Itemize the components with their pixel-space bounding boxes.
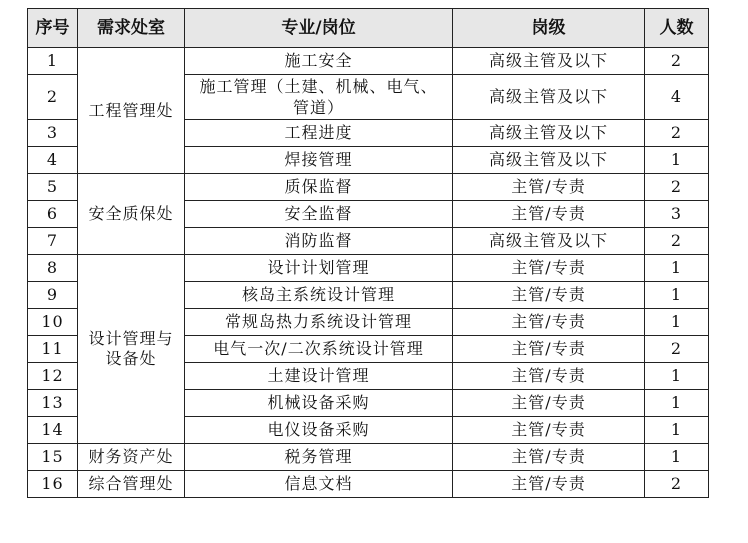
cell-position: 工程进度 [185,120,453,147]
table-row [28,255,709,282]
table-row [28,174,709,201]
cell-level: 主管/专责 [453,363,645,390]
cell-count: 2 [645,120,709,147]
cell-seq: 8 [28,255,78,282]
cell-level: 高级主管及以下 [453,147,645,174]
cell-count: 1 [645,363,709,390]
cell-seq: 4 [28,147,78,174]
cell-count: 1 [645,417,709,444]
cell-dept-line: 设计管理与 [88,329,174,348]
cell-seq: 11 [28,336,78,363]
cell-count: 1 [645,309,709,336]
recruitment-table [27,8,709,498]
cell-position: 机械设备采购 [185,390,453,417]
cell-seq: 9 [28,282,78,309]
cell-level: 主管/专责 [453,444,645,471]
cell-seq: 5 [28,174,78,201]
cell-position: 税务管理 [185,444,453,471]
cell-count: 1 [645,282,709,309]
cell-position [185,75,453,120]
cell-position: 设计计划管理 [185,255,453,282]
header-position: 专业/岗位 [185,9,453,48]
cell-count: 1 [645,255,709,282]
cell-position: 焊接管理 [185,147,453,174]
cell-position: 信息文档 [185,471,453,498]
cell-dept-general: 综合管理处 [78,471,185,498]
cell-count: 2 [645,471,709,498]
cell-level: 主管/专责 [453,174,645,201]
cell-level: 主管/专责 [453,255,645,282]
header-dept: 需求处室 [78,9,185,48]
cell-level: 主管/专责 [453,390,645,417]
cell-count: 1 [645,147,709,174]
cell-count: 2 [645,174,709,201]
cell-dept-engineering: 工程管理处 [78,48,185,174]
cell-level: 主管/专责 [453,417,645,444]
cell-seq: 6 [28,201,78,228]
header-seq: 序号 [28,9,78,48]
cell-seq: 10 [28,309,78,336]
cell-position: 电气一次/二次系统设计管理 [185,336,453,363]
cell-position-line: 管道） [292,98,344,117]
cell-count: 4 [645,75,709,120]
cell-dept-safety: 安全质保处 [78,174,185,255]
cell-seq: 14 [28,417,78,444]
cell-position-line: 施工管理（土建、机械、电气、 [199,77,438,96]
cell-count: 3 [645,201,709,228]
cell-seq: 2 [28,75,78,120]
cell-position: 施工安全 [185,48,453,75]
cell-position: 核岛主系统设计管理 [185,282,453,309]
cell-level: 主管/专责 [453,201,645,228]
cell-position: 电仪设备采购 [185,417,453,444]
cell-position: 常规岛热力系统设计管理 [185,309,453,336]
cell-seq: 12 [28,363,78,390]
header-row [28,9,709,48]
cell-level: 高级主管及以下 [453,75,645,120]
table-row [28,471,709,498]
cell-seq: 16 [28,471,78,498]
table-row [28,444,709,471]
cell-position: 质保监督 [185,174,453,201]
cell-level: 主管/专责 [453,471,645,498]
cell-level: 高级主管及以下 [453,48,645,75]
cell-level: 主管/专责 [453,282,645,309]
cell-seq: 3 [28,120,78,147]
cell-seq: 15 [28,444,78,471]
recruitment-table-container [27,8,709,498]
cell-position: 安全监督 [185,201,453,228]
cell-dept-design [78,255,185,444]
cell-seq: 7 [28,228,78,255]
cell-seq: 13 [28,390,78,417]
cell-dept-line: 设备处 [105,349,157,368]
table-row [28,48,709,75]
cell-level: 主管/专责 [453,309,645,336]
cell-count: 1 [645,444,709,471]
cell-count: 2 [645,228,709,255]
cell-count: 2 [645,48,709,75]
header-level: 岗级 [453,9,645,48]
cell-count: 1 [645,390,709,417]
cell-position: 土建设计管理 [185,363,453,390]
header-count: 人数 [645,9,709,48]
cell-position: 消防监督 [185,228,453,255]
cell-level: 高级主管及以下 [453,228,645,255]
cell-level: 主管/专责 [453,336,645,363]
cell-seq: 1 [28,48,78,75]
cell-count: 2 [645,336,709,363]
cell-dept-finance: 财务资产处 [78,444,185,471]
cell-level: 高级主管及以下 [453,120,645,147]
